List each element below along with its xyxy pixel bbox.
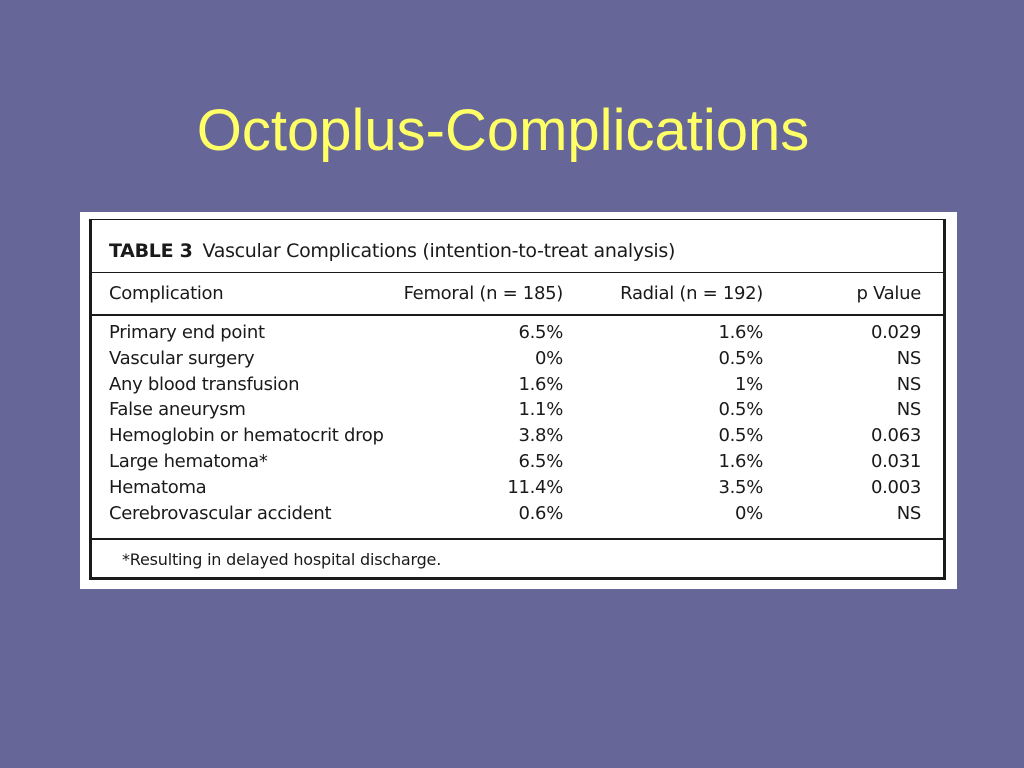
row-femoral: 6.5% [518,451,563,472]
row-radial: 0.5% [718,347,763,369]
row-femoral: 11.4% [507,476,563,498]
row-femoral: 1.6% [518,373,563,395]
row-p-value: NS [896,373,921,395]
row-radial: 1.6% [718,451,763,472]
header-femoral: Femoral (n = 185) [403,283,563,304]
row-radial: 3.5% [718,476,763,498]
table-caption-text: Vascular Complications (intention-to-treat analysis) [202,240,676,262]
row-complication: Hematoma [109,476,207,498]
row-radial: 1% [735,373,763,395]
table-caption [109,240,675,262]
row-femoral: 6.5% [518,322,563,343]
row-p-value: NS [896,347,921,369]
header-top-rule [92,272,943,273]
row-p-value: NS [896,399,921,421]
row-femoral: 0.6% [518,502,563,524]
table-frame [89,219,946,580]
row-p-value: NS [896,502,921,524]
row-complication: Cerebrovascular accident [109,502,332,524]
header-complication: Complication [109,283,224,304]
row-radial: 1.6% [718,322,763,343]
row-p-value: 0.063 [870,425,921,447]
footnote-rule [92,538,943,540]
row-femoral: 3.8% [518,425,563,447]
row-p-value: 0.031 [870,451,921,472]
header-radial: Radial (n = 192) [620,283,763,304]
table-footnote: *Resulting in delayed hospital discharge. [122,550,442,569]
row-complication: Vascular surgery [109,347,255,369]
table-label: TABLE 3 [109,240,193,262]
row-radial: 0% [735,502,763,524]
row-radial: 0.5% [718,399,763,421]
row-radial: 0.5% [718,425,763,447]
row-complication: Hemoglobin or hematocrit drop [109,425,384,447]
slide-title: Octoplus-Complications [196,98,810,163]
header-p-value: p Value [856,283,921,304]
row-femoral: 1.1% [518,399,563,421]
row-complication: Primary end point [109,322,265,343]
row-femoral: 0% [535,347,563,369]
row-complication: Large hematoma* [109,451,268,472]
row-complication: Any blood transfusion [109,373,300,395]
complications-table [80,212,957,589]
header-bottom-rule [92,314,943,316]
row-p-value: 0.003 [870,476,921,498]
row-p-value: 0.029 [870,322,921,343]
row-complication: False aneurysm [109,399,246,421]
